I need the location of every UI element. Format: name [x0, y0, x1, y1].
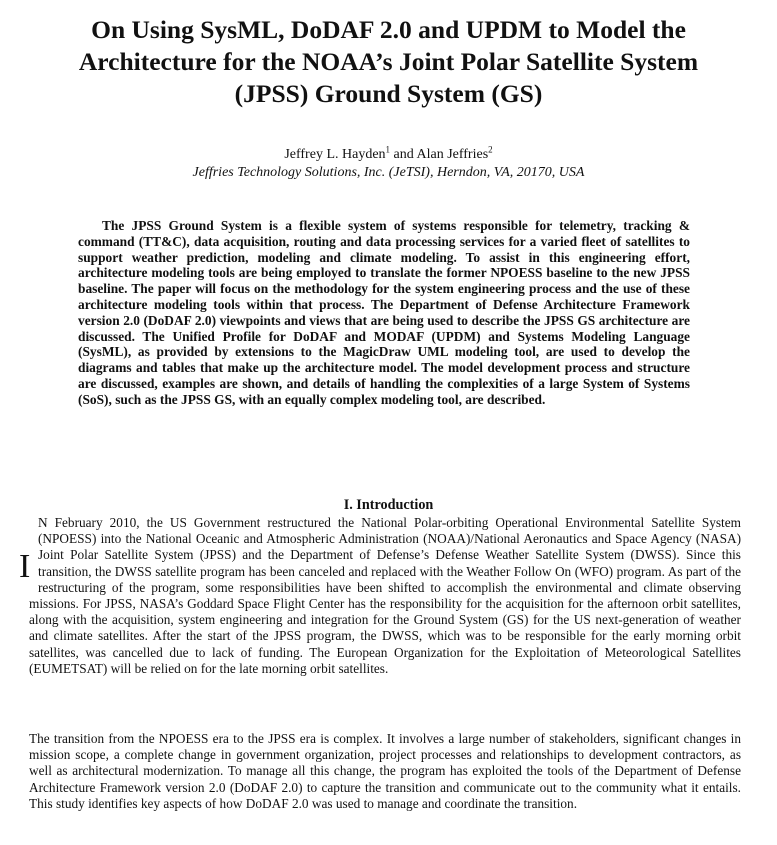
author-name: Alan Jeffries: [416, 147, 489, 162]
drop-cap-spacer: [29, 531, 38, 581]
title-line: On Using SysML, DoDAF 2.0 and UPDM to Model the: [91, 15, 686, 44]
intro-paragraph-text: N February 2010, the US Government restructured the National Polar-orbiting Operational Environmental Satellite System (NPOESS) into the National Oceanic and Atmospheric Administration (NOAA)/National Aeronautics and Space Agency (NASA) Joint Polar Satellite System (JPSS) and the Department of Defense’s Defense Weather Satellite System (DWSS). Since this transition, the DWSS satellite program has been canceled and replaced with the Weather Follow On (WFO) program. As part of the restructuring of the program, some responsibilities have been shifted to accomplish the environmental and climate observing missions. For JPSS, NASA’s Goddard Space Flight Center has the responsibility for the acquisition for the afternoon orbit satellites, along with the acquisition, system engineering and integration for the Ground System (GS) for the US next-generation of weather and climate satellites. After the start of the JPSS program, the DWSS, which was to be responsible for the early morning orbit satellites, was cancelled due to lack of funding. The European Organization for the Exploitation of Meteorological Satellites (EUMETSAT) will be relied on for the late morning orbit satellites.: [29, 515, 741, 676]
author-name: Jeffrey L. Hayden: [284, 147, 386, 162]
paper-title: [20, 14, 757, 110]
author-list: [0, 146, 777, 164]
section-heading: I. Introduction: [343, 497, 434, 513]
intro-paragraph: [29, 515, 741, 677]
title-line: (JPSS) Ground System (GS): [234, 79, 543, 108]
affiliation: Jeffries Technology Solutions, Inc. (JeTSI), Herndon, VA, 20170, USA: [192, 165, 585, 180]
body-paragraph: The transition from the NPOESS era to the JPSS era is complex. It involves a large number of stakeholders, significant changes in mission scope, a complete change in government organization, project processes and relationships to development contractors, as well as architectural modernization. To manage all this change, the program has exploited the tools of the Department of Defense Architecture Framework version 2.0 (DoDAF 2.0) to capture the transition and communicate out to the community what it entails. This study identifies key aspects of how DoDAF 2.0 was used to manage and coordinate the transition.: [29, 731, 741, 811]
affiliation-mark: 1: [385, 144, 391, 155]
author-joiner: and: [390, 147, 417, 162]
title-line: Architecture for the NOAA’s Joint Polar Satellite System: [78, 47, 699, 76]
drop-cap: I: [19, 548, 31, 585]
affiliation-mark: 2: [488, 144, 493, 155]
abstract: The JPSS Ground System is a flexible system of systems responsible for telemetry, tracking & command (TT&C), data acquisition, routing and data processing services for a varied fleet of satellites to support weather prediction, modeling and climate modeling. To assist in this engineering effort, architecture modeling tools are being employed to translate the former NPOESS baseline to the new JPSS baseline. The paper will focus on the methodology for the system engineering process and the use of these architecture modeling tools within that process. The Department of Defense Architecture Framework version 2.0 (DoDAF 2.0) viewpoints and views that are being used to describe the JPSS GS architecture are discussed. The Unified Profile for DoDAF and MODAF (UPDM) and Systems Modeling Language (SysML), as provided by extensions to the MagicDraw UML modeling tool, are used to develop the diagrams and tables that make up the architecture model. The model development process and structure are discussed, examples are shown, and details of handling the complexities of a large System of Systems (SoS), such as the JPSS GS, with an equally complex modeling tool, are described.: [78, 218, 690, 407]
